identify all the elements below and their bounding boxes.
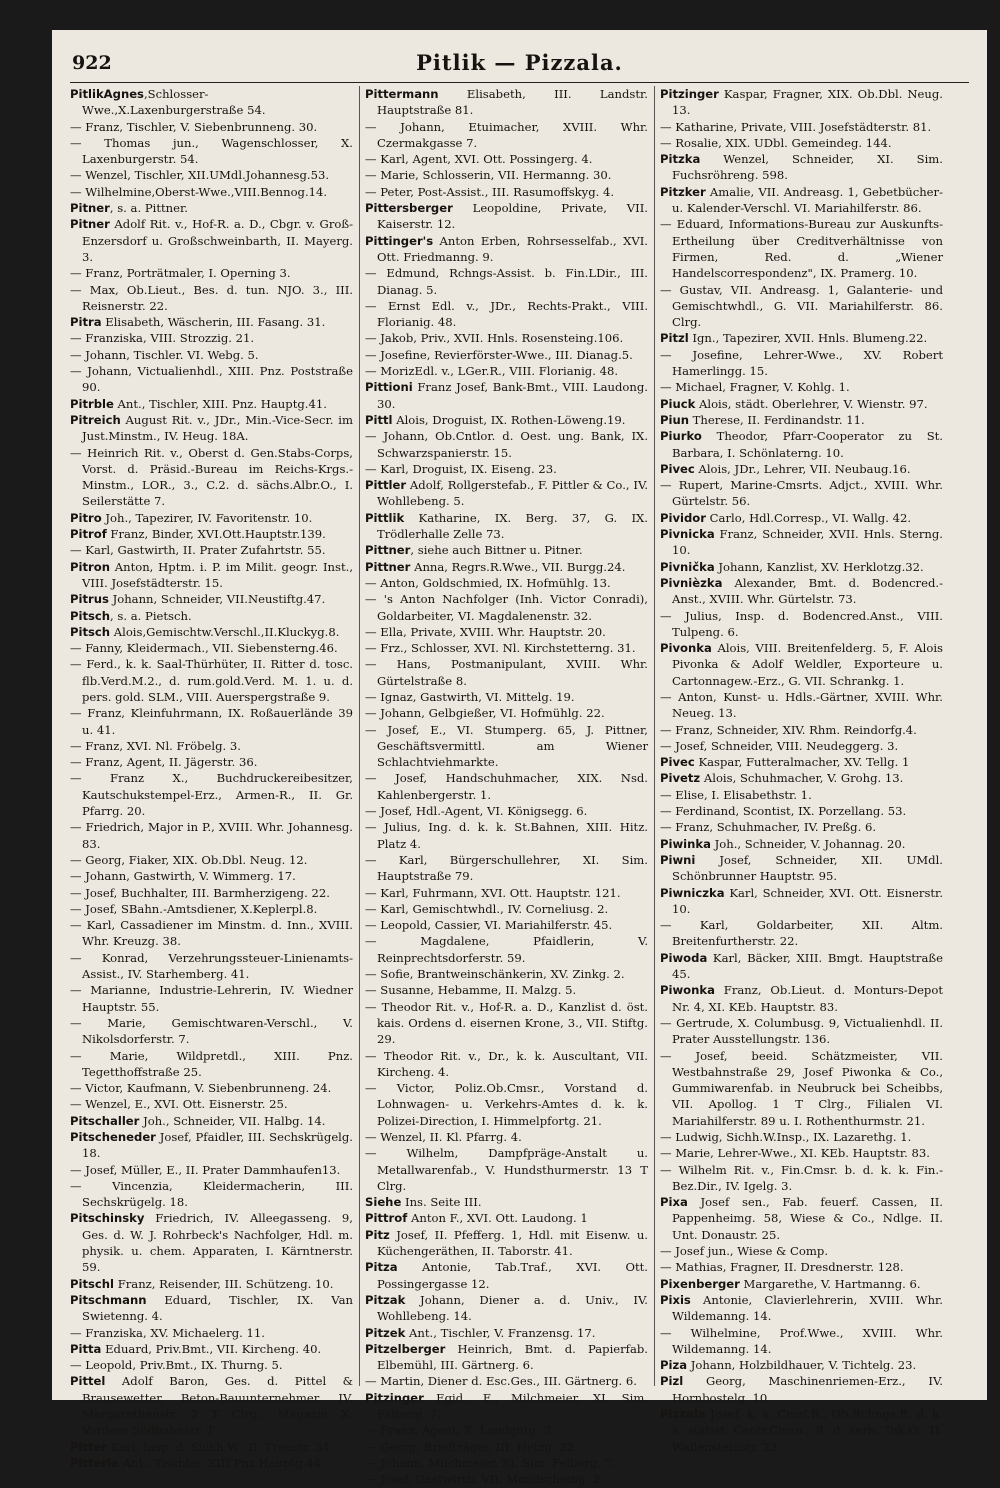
directory-entry: Pittinger's Anton Erben, Rohrsesselfab., XVI. Ott. Friedmanng. 9. (365, 233, 648, 264)
directory-entry: — Johann, Ob.Cntlor. d. Oest. ung. Bank, IX. Schwarzspanierstr. 15. (365, 429, 648, 460)
running-head: Pitlik — Pizzala. (416, 50, 623, 75)
directory-entry: — Julius, Insp. d. Bodencred.Anst., VIII. Tulpeng. 6. (660, 608, 943, 639)
directory-entry: Pitschinsky Friedrich, IV. Alleegasseng. 9, Ges. d. W. J. Rohrbeck's Nachfolger, Hdl. m. physik. u. chem. Apparaten, I. Kärntnerstr. 59. (70, 1211, 353, 1275)
directory-entry: — Wilhelm Rit. v., Fin.Cmsr. b. d. k. k. Fin.-Bez.Dir., IV. Igelg. 3. (660, 1162, 943, 1193)
directory-entry: — Franz, Schneider, XIV. Rhm. Reindorfg.4. (660, 722, 917, 737)
directory-entry: Piuck Alois, städt. Oberlehrer, V. Wienstr. 97. (660, 396, 928, 411)
directory-entry: Piwoda Karl, Bäcker, XIII. Bmgt. Hauptstraße 45. (660, 950, 943, 982)
directory-entry: — Karl, Gemischtwhdl., IV. Corneliusg. 2. (365, 901, 609, 916)
directory-entry: — Ignaz, Gastwirth, VI. Mittelg. 19. (365, 689, 575, 704)
directory-entry: Pitschaller Joh., Schneider, VII. Halbg. 14. (70, 1113, 326, 1128)
directory-entry: Piun Therese, II. Ferdinandstr. 11. (660, 412, 865, 427)
directory-entry: — Marie, Gemischtwaren-Verschl., V. Nikolsdorferstr. 7. (70, 1015, 353, 1047)
directory-entry: — Franz, Tischler, V. Siebenbrunneng. 30. (70, 119, 318, 134)
directory-entry: — Ella, Private, XVIII. Whr. Hauptstr. 20. (365, 624, 606, 639)
directory-entry: — Franziska, VIII. Strozzig. 21. (70, 331, 255, 346)
directory-entry: — Leopold, Priv.Bmt., IX. Thurng. 5. (70, 1358, 283, 1373)
directory-entry: — Josef, SBahn.-Amtsdiener, X.Keplerpl.8. (70, 901, 318, 916)
directory-entry: — Karl, Goldarbeiter, XII. Altm. Breitenfurtherstr. 22. (660, 918, 943, 949)
directory-entry: — Josef, beeid. Schätzmeister, VII. Westbahnstraße 29, Josef Piwonka & Co., Gummiwarenfab. in Neubruck bei Scheibbs, VII. Apollog. 1 T Clrg., Filialen VI. Mariahilferstr. 89 u. I. Rothenthurmstr. 21. (660, 1048, 943, 1128)
directory-entry: Pitzak Johann, Diener a. d. Univ., IV. Wohllebeng. 14. (365, 1292, 648, 1324)
directory-entry: Pitsch, s. a. Pietsch. (70, 608, 192, 623)
directory-entry: Pittioni Franz Josef, Bank-Bmt., VIII. Laudong. 30. (365, 380, 648, 411)
directory-entry: Pitter Karl, Insp. d. Sichh.W., II. Treustr. 34. (70, 1439, 334, 1454)
directory-entry: — Franz X., Buchdruckereibesitzer, Kautschukstempel-Erz., Armen-R., II. Gr. Pfarrg. 20. (70, 771, 353, 819)
directory-entry: Pittlik Katharine, IX. Berg. 37, G. IX. Trödlerhalle Zelle 73. (365, 510, 648, 542)
directory-entry: Pitta Eduard, Priv.Bmt., VII. Kircheng. 40. (70, 1341, 322, 1356)
directory-entry: — Johann, Victualienhdl., XIII. Pnz. Poststraße 90. (70, 364, 353, 395)
directory-entry: — Wilhelm, Dampfpräge-Anstalt u. Metallwarenfab., V. Hundsthurmerstr. 13 T Clrg. (365, 1146, 648, 1193)
directory-entry: — Victor, Poliz.Ob.Cmsr., Vorstand d. Lohnwagen- u. Verkehrs-Amtes d. k. k. Polizei-Direction, I. Himmelpfortg. 21. (365, 1081, 648, 1128)
header-rule (70, 82, 969, 83)
directory-entry: Pittrof Anton F., XVI. Ott. Laudong. 1 (365, 1211, 588, 1226)
directory-entry: — Frz., Schlosser, XVI. Nl. Kirchstetterng. 31. (365, 641, 636, 656)
directory-entry: — Josefine, Lehrer-Wwe., XV. Robert Hamerlingg. 15. (660, 347, 943, 379)
directory-entry: PitlikAgnes,Schlosser-Wwe.,X.Laxenburgerstraße 54. (70, 87, 266, 118)
directory-page (52, 30, 987, 1487)
directory-entry: Piwinka Joh., Schneider, V. Johannag. 20. (660, 836, 906, 851)
directory-entry: Pividor Carlo, Hdl.Corresp., VI. Wallg. 42. (660, 510, 912, 525)
directory-entry: — Karl, Bürgerschullehrer, XI. Sim. Hauptstraße 79. (365, 852, 648, 884)
directory-entry: — Ludwig, Sichh.W.Insp., IX. Lazarethg. 1. (660, 1130, 912, 1144)
directory-entry: — Ferdinand, Scontist, IX. Porzellang. 53. (660, 804, 907, 819)
directory-entry: Piwniczka Karl, Schneider, XVI. Ott. Eisnerstr. 10. (660, 885, 943, 916)
directory-entry: — Karl, Agent, XVI. Ott. Possingerg. 4. (365, 152, 593, 167)
directory-entry: — Julius, Ing. d. k. k. St.Bahnen, XIII. Hitz. Platz 4. (365, 820, 648, 851)
directory-entry: — Eduard, Informations-Bureau zur Auskunfts-Ertheilung über Creditverhältnisse von Firmen, Red. d. „Wiener Handelscorrespondenz", IX. Pramerg. 10. (660, 217, 943, 281)
directory-entry: Pitz Josef, II. Pfefferg. 1, Hdl. mit Eisenw. u. Küchengeräthen, II. Taborstr. 41. (365, 1227, 648, 1259)
directory-entry: — Franz, XVI. Nl. Fröbelg. 3. (70, 738, 241, 753)
column-2 (365, 86, 648, 1487)
directory-entry: — Wenzel, II. Kl. Pfarrg. 4. (365, 1130, 522, 1144)
directory-entry: Pittersberger Leopoldine, Private, VII. Kaiserstr. 12. (365, 201, 648, 232)
directory-entry: — Josef, Müller, E., II. Prater Dammhaufen13. (70, 1162, 341, 1177)
directory-entry: — Josefine, Revierförster-Wwe., III. Dianag.5. (365, 347, 633, 362)
directory-entry: Pitterle Ant., Tischler, XIII.Pnz.Hauptg.44. (70, 1455, 325, 1470)
directory-entry: Pitza Antonie, Tab.Traf., XVI. Ott. Possingergasse 12. (365, 1260, 648, 1291)
directory-entry: — Mathias, Fragner, II. Dresdnerstr. 128. (660, 1260, 904, 1275)
directory-entry: Pittel Adolf Baron, Ges. d. Pittel & Brausewetter, Beton-Bauunternehmer, IV. Margarethenstr. 2 T Clrg., Magazin X. Vordere Südbahnstr. T (70, 1374, 353, 1438)
directory-entry: Pitzelberger Heinrich, Bmt. d. Papierfab. Elbemühl, III. Gärtnerg. 6. (365, 1341, 648, 1373)
directory-entry: Pitner Adolf Rit. v., Hof-R. a. D., Cbgr. v. Groß-Enzersdorf u. Großschweinbarth, II. Mayerg. 3. (70, 217, 353, 264)
directory-entry: Pittermann Elisabeth, III. Landstr. Hauptstraße 81. (365, 87, 648, 118)
directory-entry: — Josef, Schneider, VIII. Neudeggerg. 3. (660, 738, 899, 753)
directory-entry: — Ferd., k. k. Saal-Thürhüter, II. Ritter d. tosc. flb.Verd.M.2., d. rum.gold.Verd. M. 1. u. d. pers. gold. SLM., VIII. Auerspergstraße 9. (70, 657, 353, 704)
directory-entry: Pittner Anna, Regrs.R.Wwe., VII. Burgg.24. (365, 559, 626, 574)
directory-entry: Pitner, s. a. Pittner. (70, 201, 188, 216)
directory-entry: — Marianne, Industrie-Lehrerin, IV. Wiedner Hauptstr. 55. (70, 983, 353, 1014)
directory-entry: Pitzka Wenzel, Schneider, XI. Sim. Fuchsröhreng. 598. (660, 152, 943, 183)
directory-entry: Pitrble Ant., Tischler, XIII. Pnz. Hauptg.41. (70, 396, 327, 411)
directory-entry: Pizl Georg, Maschinenriemen-Erz., IV. Hornbostelg. 10. (660, 1374, 943, 1405)
directory-entry: — Josef jun., Wiese & Comp. (660, 1244, 829, 1259)
directory-entry: — Vincenzia, Kleidermacherin, III. Sechskrügelg. 18. (70, 1178, 353, 1210)
directory-entry: — Franz, Porträtmaler, I. Operning 3. (70, 266, 291, 281)
directory-entry: — Fanny, Kleidermach., VII. Siebensterng.46. (70, 641, 338, 656)
directory-entry: Siehe Ins. Seite III. (365, 1195, 482, 1210)
directory-entry: — Max, Ob.Lieut., Bes. d. tun. NJO. 3., III. Reisnerstr. 22. (70, 282, 353, 313)
directory-entry: Pitschmann Eduard, Tischler, IX. Van Swietenng. 4. (70, 1292, 353, 1324)
column-1 (70, 86, 353, 1470)
directory-entry: — Peter, Post-Assist., III. Rasumoffskyg. 4. (365, 184, 615, 199)
directory-entry: Pitsch Alois,Gemischtw.Verschl.,II.Kluckyg.8. (70, 624, 340, 639)
directory-entry: Pitreich August Rit. v., JDr., Min.-Vice-Secr. im Just.Minstm., IV. Heug. 18A. (70, 412, 353, 444)
directory-entry: Pitzl Ign., Tapezirer, XVII. Hnls. Blumeng.22. (660, 331, 928, 346)
directory-entry: — Johann, Gelbgießer, VI. Hofmühlg. 22. (365, 706, 605, 721)
directory-entry: Pitra Elisabeth, Wäscherin, III. Fasang. 31. (70, 315, 326, 330)
directory-entry: — Theodor Rit. v., Dr., k. k. Auscultant, VII. Kircheng. 4. (365, 1048, 648, 1079)
directory-entry: — Victor, Kaufmann, V. Siebenbrunneng. 24. (70, 1081, 332, 1096)
directory-entry: — Rupert, Marine-Cmsrts. Adjct., XVIII. Whr. Gürtelstr. 56. (660, 478, 943, 509)
directory-entry: Pitschl Franz, Reisender, III. Schützeng. 10. (70, 1276, 334, 1291)
directory-entry: — Josef, Buchhalter, III. Barmherzigeng. 22. (70, 885, 330, 900)
column-separator (359, 86, 360, 1386)
directory-entry: Pitron Anton, Hptm. i. P. im Milit. geogr. Inst., VIII. Josefstädterstr. 15. (70, 559, 353, 590)
directory-entry: — Marie, Schlosserin, VII. Hermanng. 30. (365, 168, 612, 183)
directory-entry: — Elise, I. Elisabethstr. 1. (660, 787, 812, 802)
directory-entry: — Franz, Kleinfuhrmann, IX. Roßauerlände 39 u. 41. (70, 706, 353, 737)
directory-entry: — Johann, Gastwirth, V. Wimmerg. 17. (70, 869, 296, 884)
directory-entry: — Heinrich Rit. v., Oberst d. Gen.Stabs-Corps, Vorst. d. Präsid.-Bureau im Reichs-Krgs.-Minstm., LOR., 3., C.2. d. sächs.Albr.O., I. Seilerstätte 7. (70, 445, 353, 509)
directory-entry: — Sofie, Brantweinschänkerin, XV. Zinkg. 2. (365, 967, 625, 982)
directory-entry: — Wilhelmine, Prof.Wwe., XVIII. Whr. Wildemanng. 14. (660, 1325, 943, 1356)
directory-entry: Pizzala Josef, k. k. Cmzl.R., Ob.Rchngs.R. d. k. k. statist. Centr.Cmsn., R. d. serb. Tak.O., II. Wallensteinstr. 23. (660, 1407, 943, 1454)
directory-entry: — Katharine, Private, VIII. Josefstädterstr. 81. (660, 119, 932, 134)
directory-entry: — Franz, Agent, II. Jägerstr. 36. (70, 755, 258, 770)
directory-entry: — Leopold, Cassier, VI. Mariahilferstr. 45. (365, 918, 613, 933)
directory-entry: Pivnička Johann, Kanzlist, XV. Herklotzg.32. (660, 559, 924, 574)
directory-entry: — Gustav, VII. Andreasg. 1, Galanterie- und Gemischtwhdl., G. VII. Mariahilferstr. 86. Clrg. (660, 282, 943, 330)
directory-entry: Pitzek Ant., Tischler, V. Franzensg. 17. (365, 1325, 596, 1340)
column-3 (660, 86, 943, 1454)
directory-entry: — Franziska, XV. Michaelerg. 11. (70, 1325, 265, 1340)
directory-entry: Pittner, siehe auch Bittner u. Pitner. (365, 543, 583, 558)
directory-entry: Pitrus Johann, Schneider, VII.Neustiftg.47. (70, 592, 326, 607)
directory-entry: — Anton, Goldschmied, IX. Hofmühlg. 13. (365, 575, 611, 590)
directory-entry: — Josef, Handschuhmacher, XIX. Nsd. Kahlenbergerstr. 1. (365, 771, 648, 802)
directory-entry: — Josef, Gastwirth, VII. Mondscheing. 2. (365, 1472, 604, 1487)
directory-entry: Pivetz Alois, Schuhmacher, V. Grohg. 13. (660, 771, 904, 786)
directory-entry: — Michael, Fragner, V. Kohlg. 1. (660, 380, 850, 395)
directory-entry: — Wilhelmine,Oberst-Wwe.,VIII.Bennog.14. (70, 184, 328, 199)
directory-entry: — Johann, Milchmeier, XI. Sim. Felberg. 7. (365, 1455, 616, 1470)
directory-entry: — Gertrude, X. Columbusg. 9, Victualienhdl. II. Prater Ausstellungstr. 136. (660, 1015, 943, 1047)
directory-entry: Pixenberger Margarethe, V. Hartmanng. 6. (660, 1276, 921, 1291)
directory-entry: Pitscheneder Josef, Pfaidler, III. Sechskrügelg. 18. (70, 1130, 353, 1161)
directory-entry: — Josef, E., VI. Stumperg. 65, J. Pittner, Geschäftsvermittl. am Wiener Schlachtviehmarkte. (365, 722, 648, 770)
directory-entry: — Hans, Postmanipulant, XVIII. Whr. Gürtelstraße 8. (365, 657, 648, 688)
directory-entry: — Theodor Rit. v., Hof-R. a. D., Kanzlist d. öst. kais. Ordens d. eisernen Krone, 3., VII. Stiftg. 29. (365, 999, 648, 1047)
directory-entry: — Josef, Hdl.-Agent, VI. Königsegg. 6. (365, 804, 588, 819)
directory-entry: — Wenzel, E., XVI. Ott. Eisnerstr. 25. (70, 1097, 288, 1112)
directory-entry: — Johann, Etuimacher, XVIII. Whr. Czermakgasse 7. (365, 119, 648, 150)
directory-entry: — Susanne, Hebamme, II. Malzg. 5. (365, 983, 577, 998)
directory-entry: — Rosalie, XIX. UDbl. Gemeindeg. 144. (660, 135, 892, 150)
directory-entry: Pittl Alois, Droguist, IX. Rothen-Löweng.19. (365, 412, 626, 427)
directory-entry: Piurko Theodor, Pfarr-Cooperator zu St. Barbara, I. Schönlaterng. 10. (660, 429, 943, 460)
directory-entry: — Marie, Lehrer-Wwe., XI. KEb. Hauptstr. 83. (660, 1146, 930, 1161)
directory-entry: — Georg, Fiaker, XIX. Ob.Dbl. Neug. 12. (70, 852, 308, 867)
directory-entry: — Franz, Schuhmacher, IV. Preßg. 6. (660, 820, 877, 835)
directory-entry: — Karl, Gastwirth, II. Prater Zufahrtstr. 55. (70, 543, 326, 558)
page-number: 922 (72, 52, 112, 74)
directory-entry: — Johann, Tischler. VI. Webg. 5. (70, 347, 259, 362)
directory-entry: — Friedrich, Major in P., XVIII. Whr. Johannesg. 83. (70, 820, 353, 851)
directory-entry: — Edmund, Rchngs-Assist. b. Fin.LDir., III. Dianag. 5. (365, 266, 648, 297)
directory-entry: — Martin, Diener d. Esc.Ges., III. Gärtnerg. 6. (365, 1374, 637, 1389)
directory-entry: Pivonka Alois, VIII. Breitenfelderg. 5, F. Alois Pivonka & Adolf Weldler, Exporteure u. Cartonnagew.-Erz., G. VII. Schrankg. 1. (660, 641, 943, 688)
directory-entry: — Magdalene, Pfaidlerin, V. Reinprechtsdorferstr. 59. (365, 934, 648, 965)
directory-entry: Pitzker Amalie, VII. Andreasg. 1, Gebetbücher- u. Kalender-Verschl. VI. Mariahilferstr. 86. (660, 184, 943, 216)
directory-entry: Pitzinger Kaspar, Fragner, XIX. Ob.Dbl. Neug. 13. (660, 87, 943, 118)
directory-entry: Pixis Antonie, Clavierlehrerin, XVIII. Whr. Wildemanng. 14. (660, 1292, 943, 1324)
directory-entry: — Ernst Edl. v., JDr., Rechts-Prakt., VIII. Florianig. 48. (365, 298, 648, 330)
directory-entry: Pitro Joh., Tapezirer, IV. Favoritenstr. 10. (70, 510, 313, 525)
directory-entry: Pitzinger Egid., E., Milchmeier, XI. Sim. Felberg. 7. (365, 1390, 648, 1422)
directory-entry: — MorizEdl. v., LGer.R., VIII. Florianig. 48. (365, 364, 619, 379)
column-separator (654, 86, 655, 1386)
directory-entry: Pivnièzka Alexander, Bmt. d. Bodencred.-Anst., XVIII. Whr. Gürtelstr. 73. (660, 575, 943, 607)
directory-entry: — Thomas jun., Wagenschlosser, X. Laxenburgerstr. 54. (70, 135, 353, 167)
directory-entry: — Georg, Briefträger, III. Hetzg. 22. (365, 1439, 578, 1454)
directory-entry: Pixa Josef sen., Fab. feuerf. Cassen, II. Pappenheimg. 58, Wiese & Co., Ndlge. II. Unt. Donaustr. 25. (660, 1195, 943, 1242)
directory-entry: Piza Johann, Holzbildhauer, V. Tichtelg. 23. (660, 1358, 917, 1373)
directory-entry: Pitrof Franz, Binder, XVI.Ott.Hauptstr.139. (70, 527, 326, 542)
directory-entry: — Franz, Agent, X. Landgutg. 3. (365, 1423, 555, 1438)
directory-entry: — Karl, Fuhrmann, XVI. Ott. Hauptstr. 121. (365, 885, 621, 900)
directory-entry: — Karl, Droguist, IX. Eiseng. 23. (365, 461, 557, 476)
directory-entry: Pivec Alois, JDr., Lehrer, VII. Neubaug.16. (660, 461, 911, 476)
directory-entry: — Konrad, Verzehrungssteuer-Linienamts-Assist., IV. Starhemberg. 41. (70, 950, 353, 982)
directory-entry: Pittler Adolf, Rollgerstefab., F. Pittler & Co., IV. Wohllebeng. 5. (365, 478, 648, 509)
directory-entry: Pivnicka Franz, Schneider, XVII. Hnls. Sterng. 10. (660, 527, 943, 558)
directory-entry: — Jakob, Priv., XVII. Hnls. Rosensteing.106. (365, 331, 624, 346)
directory-entry: — 's Anton Nachfolger (Inh. Victor Conradi), Goldarbeiter, VI. Magdalenenstr. 32. (365, 592, 648, 623)
directory-entry: — Anton, Kunst- u. Hdls.-Gärtner, XVIII. Whr. Neueg. 13. (660, 689, 943, 721)
directory-entry: Piwni Josef, Schneider, XII. UMdl. Schönbrunner Hauptstr. 95. (660, 852, 943, 884)
directory-entry: Piwonka Franz, Ob.Lieut. d. Monturs-Depot Nr. 4, XI. KEb. Hauptstr. 83. (660, 983, 943, 1014)
directory-entry: — Marie, Wildpretdl., XIII. Pnz. Tegetthoffstraße 25. (70, 1048, 353, 1079)
directory-entry: Pivec Kaspar, Futteralmacher, XV. Tellg. 1 (660, 755, 910, 770)
directory-entry: — Karl, Cassadiener im Minstm. d. Inn., XVIII. Whr. Kreuzg. 38. (70, 918, 353, 949)
directory-entry: — Wenzel, Tischler, XII.UMdl.Johannesg.53. (70, 168, 330, 183)
